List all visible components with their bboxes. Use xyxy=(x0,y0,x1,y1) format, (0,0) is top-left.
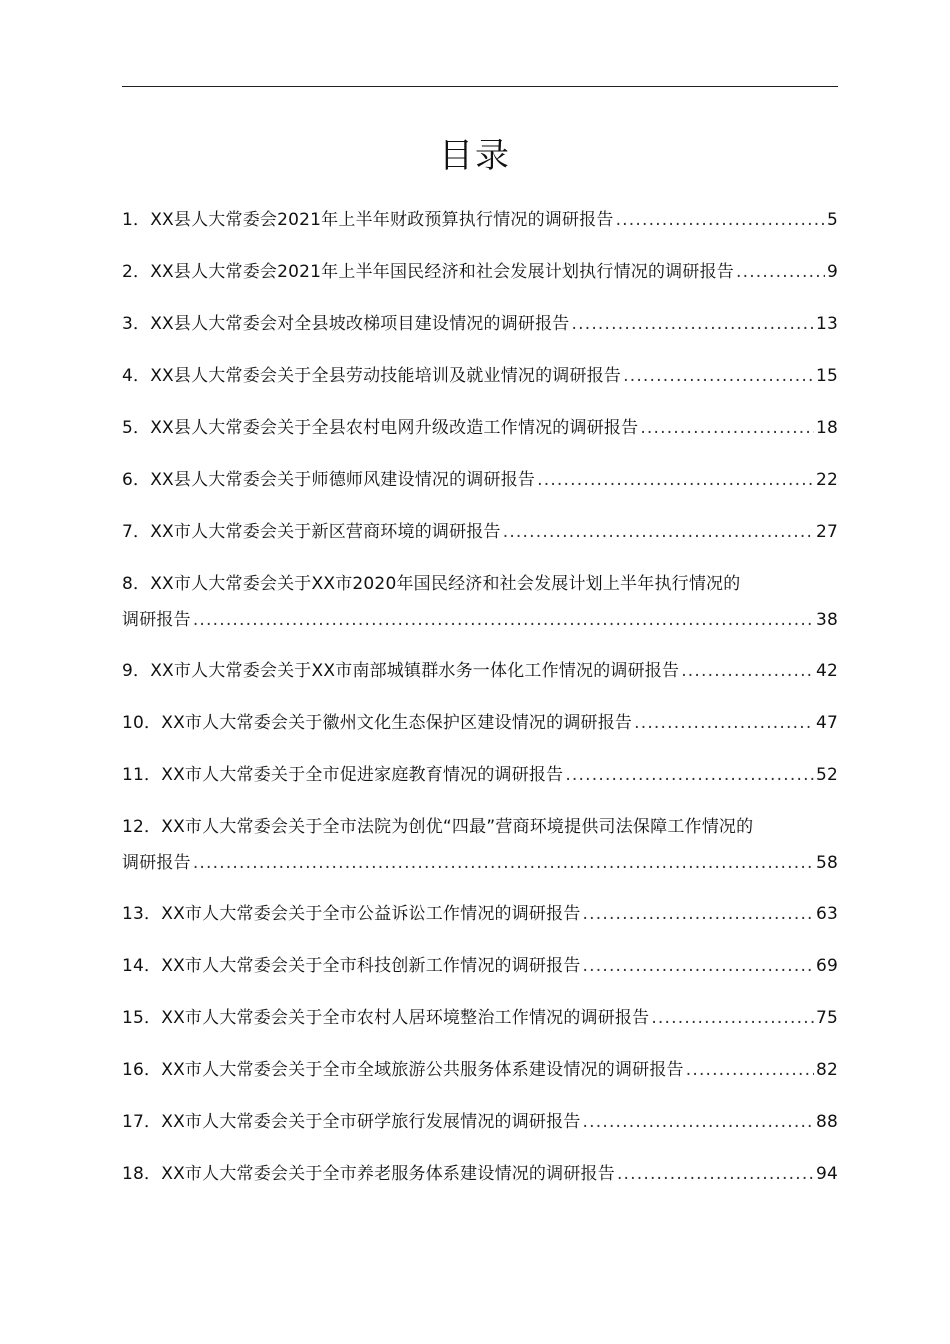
toc-leader-dots xyxy=(634,710,814,736)
toc-entry-title-line1: 12．XX市人大常委会关于全市法院为创优“四最”营商环境提供司法保障工作情况的 xyxy=(122,817,754,837)
toc-leader-dots xyxy=(681,658,814,684)
toc-entry-title: 3．XX县人大常委会对全县坡改梯项目建设情况的调研报告 xyxy=(122,314,570,334)
toc-entry[interactable] xyxy=(122,762,838,788)
toc-page-number: 22 xyxy=(815,470,838,490)
toc-entry-title: 18．XX市人大常委会关于全市养老服务体系建设情况的调研报告 xyxy=(122,1164,615,1184)
header-rule xyxy=(122,86,838,87)
toc-page-number: 63 xyxy=(815,904,838,924)
toc-leader-dots xyxy=(640,415,814,441)
toc-entry-title: 调研报告 xyxy=(122,610,191,630)
page-title: 目录 xyxy=(439,136,511,176)
toc-entry[interactable] xyxy=(122,1057,838,1083)
toc-leader-dots xyxy=(193,607,814,633)
toc-page-number: 15 xyxy=(815,366,838,386)
toc-leader-dots xyxy=(583,901,814,927)
toc-leader-dots xyxy=(503,519,814,545)
toc-leader-dots xyxy=(736,259,825,285)
toc-leader-dots xyxy=(651,1005,814,1031)
toc-entry[interactable] xyxy=(122,207,838,233)
toc-entry[interactable] xyxy=(122,363,838,389)
toc-entry-title: 17．XX市人大常委会关于全市研学旅行发展情况的调研报告 xyxy=(122,1112,581,1132)
toc-entry[interactable] xyxy=(122,571,838,633)
toc-entry[interactable] xyxy=(122,519,838,545)
toc-leader-dots xyxy=(623,363,814,389)
toc-leader-dots xyxy=(537,467,814,493)
toc-page-number: 13 xyxy=(815,314,838,334)
toc-page-number: 42 xyxy=(815,661,838,681)
toc-entry[interactable] xyxy=(122,1109,838,1135)
toc-page-number: 27 xyxy=(815,522,838,542)
toc-entry-title: 1．XX县人大常委会2021年上半年财政预算执行情况的调研报告 xyxy=(122,210,614,230)
toc-entry[interactable] xyxy=(122,415,838,441)
toc-leader-dots xyxy=(616,207,825,233)
toc-entry-title: 调研报告 xyxy=(122,853,191,873)
toc-entry[interactable] xyxy=(122,311,838,337)
toc-page-number: 69 xyxy=(815,956,838,976)
toc-entry[interactable] xyxy=(122,259,838,285)
toc-entry[interactable] xyxy=(122,710,838,736)
toc-entry[interactable] xyxy=(122,953,838,979)
toc-entry[interactable] xyxy=(122,1161,838,1187)
toc-page-number: 75 xyxy=(815,1008,838,1028)
toc-entry[interactable] xyxy=(122,814,838,876)
toc-leader-dots xyxy=(686,1057,814,1083)
toc-page-number: 38 xyxy=(815,610,838,630)
toc-leader-dots xyxy=(583,953,814,979)
toc-page-number: 88 xyxy=(815,1112,838,1132)
toc-entry-title: 16．XX市人大常委会关于全市全域旅游公共服务体系建设情况的调研报告 xyxy=(122,1060,684,1080)
toc-page-number: 52 xyxy=(815,765,838,785)
toc-entry-title: 5．XX县人大常委会关于全县农村电网升级改造工作情况的调研报告 xyxy=(122,418,639,438)
toc-page-number: 18 xyxy=(815,418,838,438)
toc-leader-dots xyxy=(583,1109,814,1135)
toc-entry-title: 2．XX县人大常委会2021年上半年国民经济和社会发展计划执行情况的调研报告 xyxy=(122,262,734,282)
toc-entry-title: 14．XX市人大常委会关于全市科技创新工作情况的调研报告 xyxy=(122,956,581,976)
toc-entry[interactable] xyxy=(122,901,838,927)
toc-entry-title: 10．XX市人大常委会关于徽州文化生态保护区建设情况的调研报告 xyxy=(122,713,633,733)
toc-entry-title-line1: 8．XX市人大常委会关于XX市2020年国民经济和社会发展计划上半年执行情况的 xyxy=(122,574,741,594)
toc-entry-title: 11．XX市人大常委关于全市促进家庭教育情况的调研报告 xyxy=(122,765,564,785)
toc-leader-dots xyxy=(193,850,814,876)
toc-entry[interactable] xyxy=(122,658,838,684)
toc-entry-title: 15．XX市人大常委会关于全市农村人居环境整治工作情况的调研报告 xyxy=(122,1008,650,1028)
toc-entry-title: 4．XX县人大常委会关于全县劳动技能培训及就业情况的调研报告 xyxy=(122,366,622,386)
toc-entry-title: 7．XX市人大常委会关于新区营商环境的调研报告 xyxy=(122,522,501,542)
toc-entry-title: 9．XX市人大常委会关于XX市南部城镇群水务一体化工作情况的调研报告 xyxy=(122,661,680,681)
toc-page-number: 47 xyxy=(815,713,838,733)
toc-leader-dots xyxy=(617,1161,814,1187)
toc-leader-dots xyxy=(565,762,814,788)
toc-page-number: 5 xyxy=(826,210,838,230)
toc-leader-dots xyxy=(572,311,814,337)
toc-page-number: 94 xyxy=(815,1164,838,1184)
toc-page-number: 58 xyxy=(815,853,838,873)
toc-page-number: 82 xyxy=(815,1060,838,1080)
toc-entry-title: 13．XX市人大常委会关于全市公益诉讼工作情况的调研报告 xyxy=(122,904,581,924)
toc-page-number: 9 xyxy=(826,262,838,282)
toc-entry[interactable] xyxy=(122,1005,838,1031)
toc-entry[interactable] xyxy=(122,467,838,493)
toc-entry-title: 6．XX县人大常委会关于师德师风建设情况的调研报告 xyxy=(122,470,536,490)
